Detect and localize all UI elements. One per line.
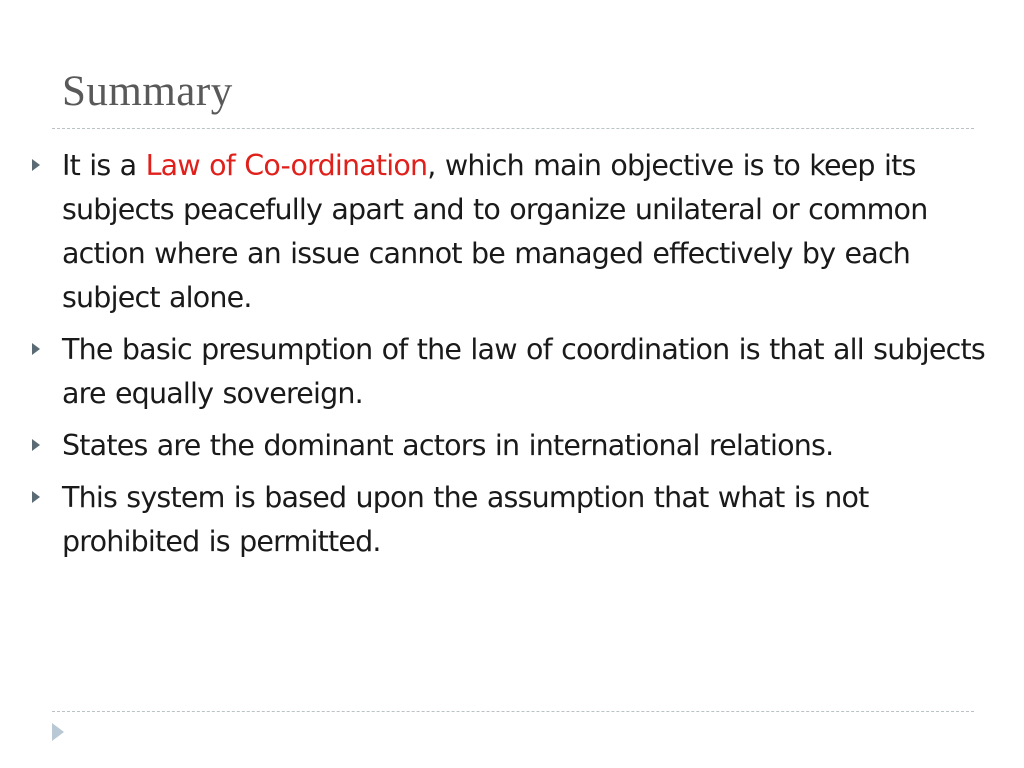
bullet-text: This system is based upon the assumption that what is not prohibited is permitted.	[62, 481, 869, 558]
bullet-highlight-text: Law of Co-ordination	[145, 149, 428, 182]
triangle-right-icon	[32, 439, 40, 451]
bullet-item-4	[0, 476, 1024, 564]
bullet-item-3	[0, 424, 1024, 468]
bullet-text-post: , which main objective is to keep its subjects peacefully apart and to organize unilateral or common action where an issue cannot be managed effectively by each subject alone.	[62, 149, 928, 314]
footer-divider	[52, 711, 974, 712]
bullet-item-1	[0, 144, 1024, 320]
bullet-text: States are the dominant actors in international relations.	[62, 429, 834, 462]
triangle-right-icon	[32, 159, 40, 171]
bullet-text-pre: It is a	[62, 149, 146, 182]
slide-title: Summary	[62, 68, 233, 115]
bullet-item-2	[0, 328, 1024, 416]
bullet-text: The basic presumption of the law of coordination is that all subjects are equally sovereign.	[62, 333, 985, 410]
title-divider	[52, 128, 974, 129]
bullet-list	[0, 144, 1024, 572]
next-slide-arrow-icon[interactable]	[52, 723, 64, 741]
triangle-right-icon	[32, 343, 40, 355]
triangle-right-icon	[32, 491, 40, 503]
